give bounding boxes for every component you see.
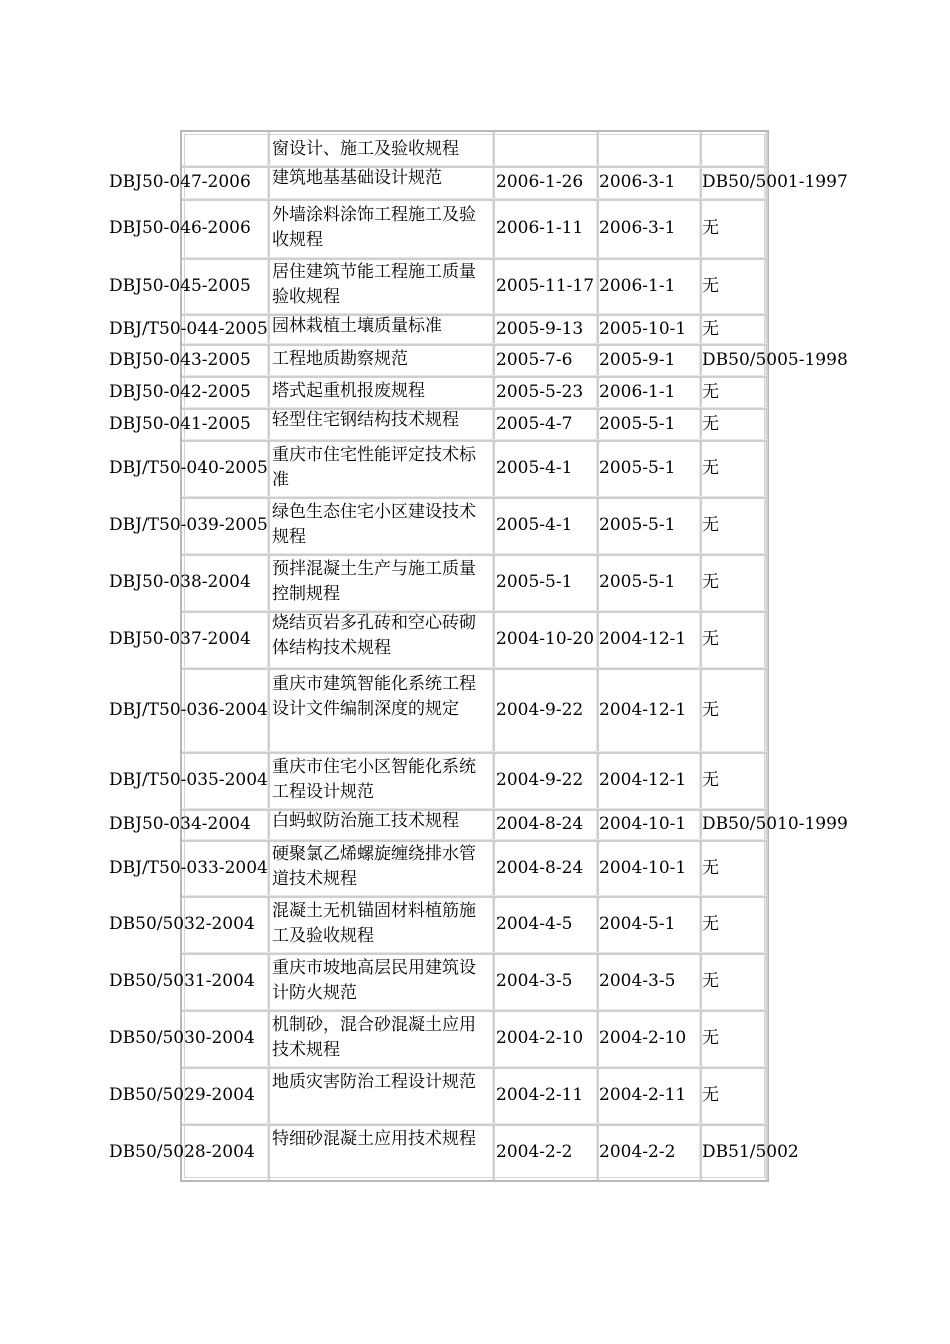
effective-date-cell: 2004-10-1 [599,814,687,834]
effective-date-cell: 2004-10-1 [599,857,687,878]
issue-date-cell: 2004-9-22 [496,770,584,790]
replaced-standard-cell: DB50/5010-1999 [702,814,848,834]
row-divider [182,667,767,670]
effective-date-cell: 2004-12-1 [599,699,687,720]
column-divider [267,132,270,1180]
standard-name-cell: 重庆市坡地高层民用建筑设计防火规范 [272,957,476,1003]
standard-code-cell: DBJ50-038-2004 [109,572,251,592]
standard-code-cell: DBJ/T50-033-2004 [109,857,268,878]
standard-name-cell: 工程地质勘察规范 [272,348,408,369]
column-divider [765,132,768,1180]
replaced-standard-cell: 无 [702,572,719,592]
effective-date-cell: 2006-3-1 [599,172,676,192]
replaced-standard-cell: 无 [702,629,719,649]
replaced-standard-cell: DB51/5002 [702,1142,799,1162]
effective-date-cell: 2004-12-1 [599,629,687,649]
replaced-standard-cell: 无 [702,914,719,934]
standard-code-cell: DBJ/T50-039-2005 [109,515,268,535]
issue-date-cell: 2005-5-23 [496,381,584,402]
replaced-standard-cell: 无 [702,413,719,434]
issue-date-cell: 2004-8-24 [496,857,584,878]
replaced-standard-cell: 无 [702,1028,719,1048]
effective-date-cell: 2004-2-11 [599,1085,687,1105]
standard-name-cell: 重庆市住宅小区智能化系统工程设计规范 [272,756,476,802]
replaced-standard-cell: 无 [702,857,719,878]
issue-date-cell: 2004-8-24 [496,814,584,834]
issue-date-cell: 2006-1-11 [496,218,584,238]
issue-date-cell: 2005-5-1 [496,572,573,592]
replaced-standard-cell: 无 [702,381,719,402]
issue-date-cell: 2005-9-13 [496,318,584,339]
issue-date-cell: 2004-2-11 [496,1085,584,1105]
standard-name-cell: 硬聚氯乙烯螺旋缠绕排水管道技术规程 [272,844,476,889]
issue-date-cell: 2004-2-2 [496,1142,573,1162]
replaced-standard-cell: 无 [702,275,719,296]
replaced-standard-cell: 无 [702,699,719,720]
standard-code-cell: DBJ50-043-2005 [109,349,251,370]
standard-code-cell: DBJ/T50-035-2004 [109,770,268,790]
issue-date-cell: 2004-4-5 [496,914,573,934]
issue-date-cell: 2005-11-17 [496,275,595,296]
replaced-standard-cell: 无 [702,1085,719,1105]
replaced-standard-cell: DB50/5005-1998 [702,349,848,370]
standard-code-cell: DBJ/T50-036-2004 [109,699,268,720]
effective-date-cell: 2005-5-1 [599,515,676,535]
standard-code-cell: DB50/5029-2004 [109,1085,255,1105]
effective-date-cell: 2004-12-1 [599,770,687,790]
effective-date-cell: 2004-3-5 [599,971,676,991]
replaced-standard-cell: 无 [702,770,719,790]
issue-date-cell: 2005-4-1 [496,458,573,478]
replaced-standard-cell: 无 [702,515,719,535]
standard-code-cell: DBJ50-034-2004 [109,814,251,834]
standard-code-cell: DB50/5028-2004 [109,1142,255,1162]
standard-name-cell: 轻型住宅钢结构技术规程 [272,410,459,430]
effective-date-cell: 2005-5-1 [599,413,676,434]
standard-name-cell: 机制砂，混合砂混凝土应用技术规程 [272,1014,476,1060]
issue-date-cell: 2005-4-1 [496,515,573,535]
issue-date-cell: 2004-2-10 [496,1028,584,1048]
standard-name-cell: 塔式起重机报废规程 [272,380,425,401]
standard-name-cell: 混凝土无机锚固材料植筋施工及验收规程 [272,900,476,946]
standard-name-cell: 居住建筑节能工程施工质量验收规程 [272,262,476,307]
standard-code-cell: DBJ50-037-2004 [109,629,251,649]
effective-date-cell: 2005-5-1 [599,572,676,592]
standard-name-cell: 建筑地基基础设计规范 [272,168,442,188]
standard-name-cell: 地质灾害防治工程设计规范 [272,1071,476,1092]
standard-code-cell: DB50/5031-2004 [109,971,255,991]
effective-date-cell: 2006-1-1 [599,275,676,296]
standard-name-cell: 重庆市住宅性能评定技术标准 [272,444,476,490]
standard-name-cell: 预拌混凝土生产与施工质量控制规程 [272,558,476,604]
replaced-standard-cell: 无 [702,218,719,238]
standard-name-cell: 外墙涂料涂饰工程施工及验收规程 [272,204,476,250]
issue-date-cell: 2005-4-7 [496,413,573,434]
effective-date-cell: 2006-3-1 [599,218,676,238]
issue-date-cell: 2004-9-22 [496,699,584,720]
effective-date-cell: 2004-2-2 [599,1142,676,1162]
standard-code-cell: DBJ50-047-2006 [109,172,251,192]
standard-code-cell: DBJ50-046-2006 [109,218,251,238]
standard-name-cell: 绿色生态住宅小区建设技术规程 [272,501,476,547]
standard-code-cell: DBJ50-041-2005 [109,413,251,434]
standard-name-cell: 特细砂混凝土应用技术规程 [272,1128,476,1149]
effective-date-cell: 2006-1-1 [599,381,676,402]
effective-date-cell: 2004-2-10 [599,1028,687,1048]
standard-name-cell: 园林栽植土壤质量标准 [272,316,442,336]
standard-code-cell: DBJ/T50-044-2005 [109,318,268,339]
issue-date-cell: 2005-7-6 [496,349,573,370]
replaced-standard-cell: 无 [702,971,719,991]
replaced-standard-cell: 无 [702,318,719,339]
standard-code-cell: DBJ50-045-2005 [109,275,251,296]
replaced-standard-cell: DB50/5001-1997 [702,172,848,192]
standard-name-cell: 白蚂蚁防治施工技术规程 [272,811,459,831]
issue-date-cell: 2004-3-5 [496,971,573,991]
standard-code-cell: DBJ/T50-040-2005 [109,458,268,478]
issue-date-cell: 2004-10-20 [496,629,595,649]
effective-date-cell: 2005-10-1 [599,318,687,339]
effective-date-cell: 2005-5-1 [599,458,676,478]
continued-name-cell: 窗设计、施工及验收规程 [272,139,459,159]
row-divider [182,198,767,201]
standard-code-cell: DBJ50-042-2005 [109,381,251,402]
standard-code-cell: DB50/5032-2004 [109,914,255,934]
standard-code-cell: DB50/5030-2004 [109,1028,255,1048]
effective-date-cell: 2005-9-1 [599,349,676,370]
standard-name-cell: 烧结页岩多孔砖和空心砖砌体结构技术规程 [272,613,476,658]
standard-name-cell: 重庆市建筑智能化系统工程设计文件编制深度的规定 [272,673,476,719]
issue-date-cell: 2006-1-26 [496,172,584,192]
column-divider [492,132,495,1180]
replaced-standard-cell: 无 [702,458,719,478]
effective-date-cell: 2004-5-1 [599,914,676,934]
